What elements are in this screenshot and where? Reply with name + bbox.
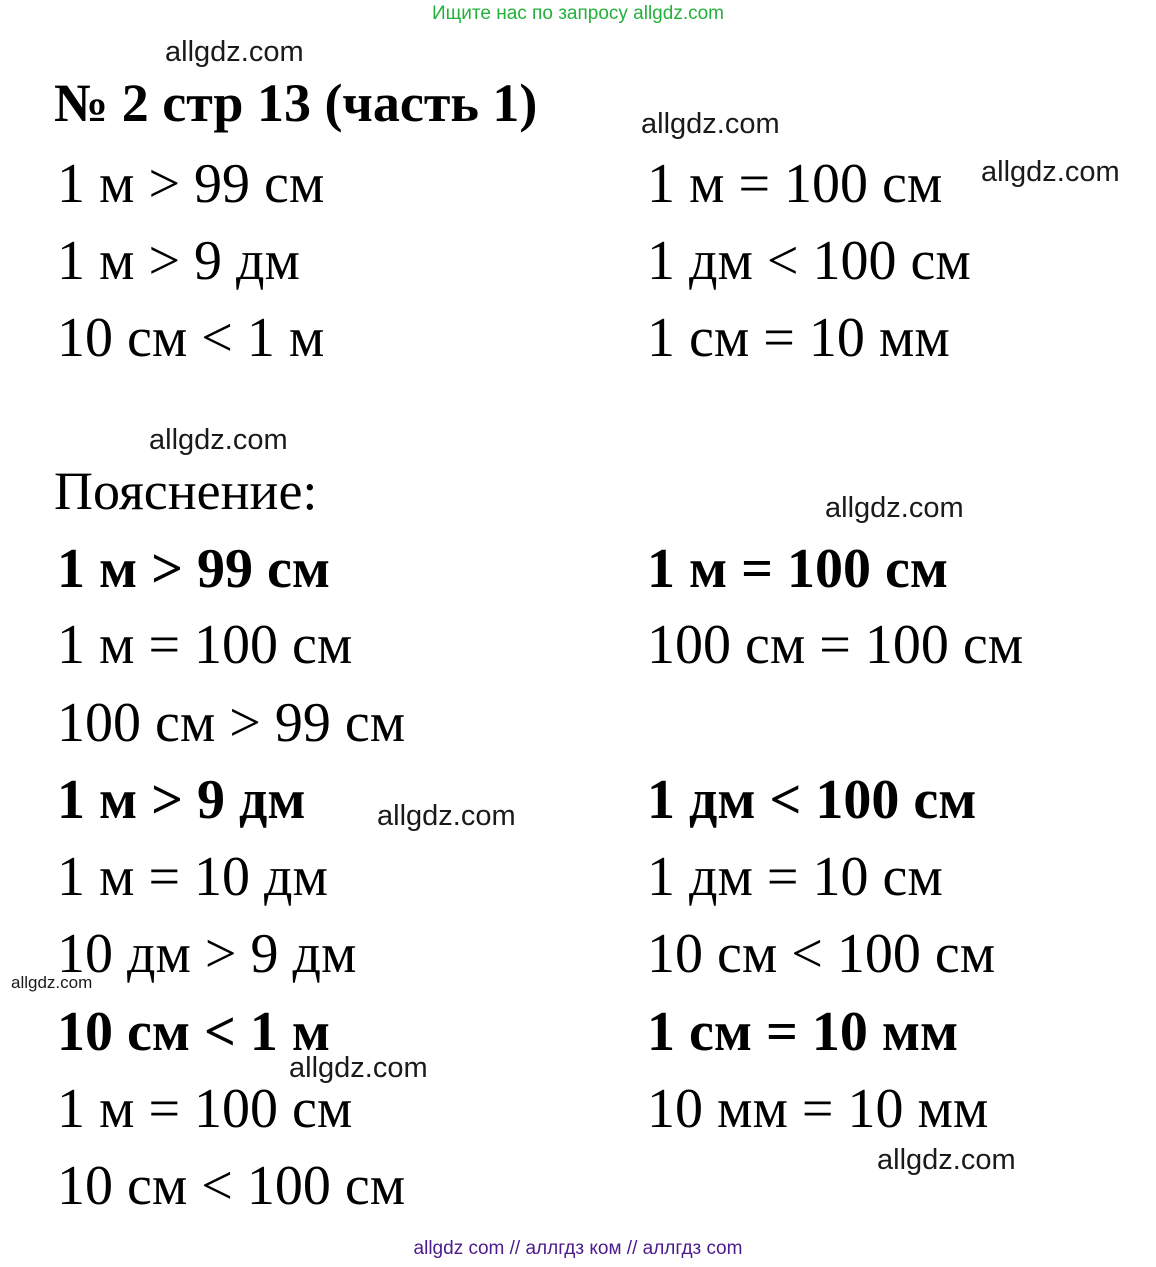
explanation-line: 1 м = 100 см xyxy=(57,614,353,676)
answer-line: 1 см = 10 мм xyxy=(647,307,950,369)
explanation-line: 10 мм = 10 мм xyxy=(647,1078,989,1140)
explanation-line: 1 м = 10 дм xyxy=(57,846,328,908)
answer-line: 1 м = 100 см xyxy=(647,153,943,215)
answer-line: 1 м > 99 см xyxy=(57,153,325,215)
watermark: allgdz.com xyxy=(641,108,780,140)
watermark-small: allgdz.com xyxy=(11,973,93,992)
explanation-line: 100 см = 100 см xyxy=(647,614,1024,676)
watermark: allgdz.com xyxy=(149,424,288,456)
explanation-line: 10 см < 100 см xyxy=(57,1155,406,1217)
explanation-line: 10 см < 100 см xyxy=(647,923,996,985)
watermark: allgdz.com xyxy=(825,492,964,524)
explanation-line: 1 м > 9 дм xyxy=(57,769,306,831)
footer: allgdz com // аллгдз ком // аллгдз com xyxy=(413,1238,743,1259)
explanation-line: 1 дм < 100 см xyxy=(647,769,977,831)
explanation-line: 10 см < 1 м xyxy=(57,1001,331,1063)
watermark: allgdz.com xyxy=(377,800,516,832)
watermark: allgdz.com xyxy=(981,156,1120,188)
explanation-line: 1 м = 100 см xyxy=(647,538,949,600)
page-title: № 2 стр 13 (часть 1) xyxy=(54,73,538,133)
answer-line: 1 дм < 100 см xyxy=(647,230,971,292)
explanation-line: 1 м > 99 см xyxy=(57,538,331,600)
explanation-line: 1 дм = 10 см xyxy=(647,846,943,908)
watermark: allgdz.com xyxy=(165,36,304,68)
explanation-line: 100 см > 99 см xyxy=(57,692,406,754)
explanation-heading: Пояснение: xyxy=(54,461,318,521)
top-banner: Ищите нас по запросу allgdz.com xyxy=(431,3,724,24)
explanation-line: 1 см = 10 мм xyxy=(647,1001,959,1063)
explanation-line: 10 дм > 9 дм xyxy=(57,923,357,985)
explanation-line: 1 м = 100 см xyxy=(57,1078,353,1140)
watermark: allgdz.com xyxy=(877,1144,1016,1176)
answer-line: 1 м > 9 дм xyxy=(57,230,300,292)
answer-line: 10 см < 1 м xyxy=(57,307,325,369)
watermark: allgdz.com xyxy=(289,1052,428,1084)
